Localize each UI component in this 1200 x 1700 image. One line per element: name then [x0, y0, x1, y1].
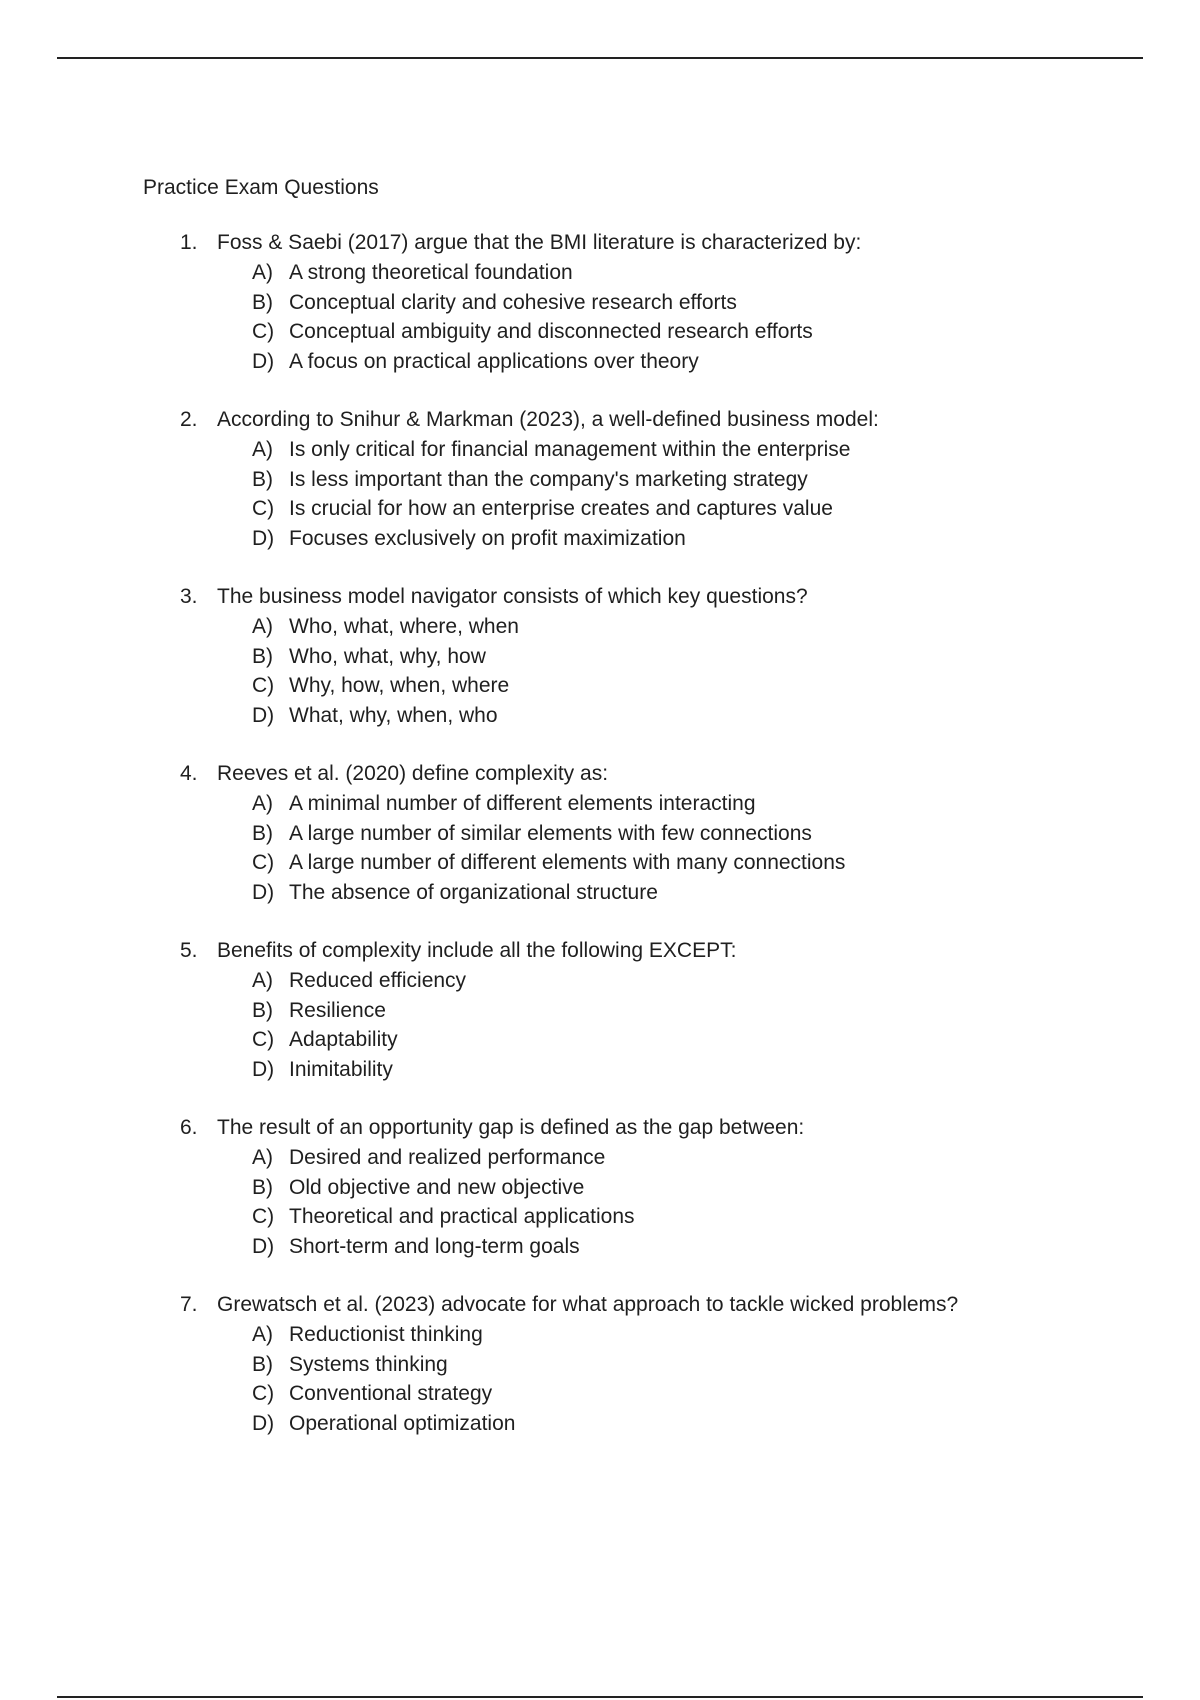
option-letter: D) — [252, 703, 275, 727]
option-letter: C) — [252, 674, 275, 697]
option-text: Reductionist thinking — [289, 1323, 483, 1346]
option-text: Short-term and long-term goals — [289, 1234, 580, 1258]
question-text: The result of an opportunity gap is defined as the gap between: — [217, 1116, 805, 1139]
option-letter: B) — [252, 644, 273, 668]
option-text: Resilience — [289, 998, 386, 1022]
question-5 — [0, 936, 1200, 1084]
option-b — [0, 1350, 1200, 1380]
option-text: Adaptability — [289, 1028, 398, 1051]
option-text: Conceptual ambiguity and disconnected research efforts — [289, 320, 813, 343]
option-d — [0, 1409, 1200, 1439]
question-1 — [0, 228, 1200, 376]
option-list — [0, 1143, 1200, 1261]
option-letter: A) — [252, 1323, 273, 1346]
option-letter: B) — [252, 290, 273, 314]
option-letter: D) — [252, 349, 275, 373]
option-letter: B) — [252, 1175, 273, 1199]
question-stem — [0, 936, 1200, 966]
option-text: Is crucial for how an enterprise creates and captures value — [289, 497, 833, 520]
option-letter: B) — [252, 821, 273, 845]
option-text: Conceptual clarity and cohesive research efforts — [289, 290, 737, 314]
option-letter: C) — [252, 851, 275, 874]
option-letter: A) — [252, 792, 273, 815]
option-text: Focuses exclusively on profit maximization — [289, 526, 686, 550]
option-text: Is less important than the company's marketing strategy — [289, 467, 808, 491]
option-letter: D) — [252, 1234, 275, 1258]
option-text: Systems thinking — [289, 1352, 448, 1376]
option-d — [0, 347, 1200, 377]
question-4 — [0, 759, 1200, 907]
option-b — [0, 996, 1200, 1026]
question-number: 1. — [180, 231, 198, 254]
option-text: A large number of different elements with many connections — [289, 851, 846, 874]
option-c — [0, 1202, 1200, 1232]
option-text: Inimitability — [289, 1057, 393, 1081]
question-number: 7. — [180, 1293, 198, 1316]
option-list — [0, 1320, 1200, 1438]
question-stem — [0, 759, 1200, 789]
option-c — [0, 1379, 1200, 1409]
option-a — [0, 612, 1200, 642]
option-text: The absence of organizational structure — [289, 880, 658, 904]
option-letter: B) — [252, 1352, 273, 1376]
question-text: The business model navigator consists of which key questions? — [217, 585, 808, 608]
question-number: 5. — [180, 939, 198, 962]
option-list — [0, 966, 1200, 1084]
option-letter: D) — [252, 1057, 275, 1081]
option-b — [0, 1173, 1200, 1203]
option-text: A strong theoretical foundation — [289, 261, 573, 284]
option-letter: C) — [252, 1205, 275, 1228]
option-letter: B) — [252, 467, 273, 491]
question-7 — [0, 1290, 1200, 1438]
question-list — [0, 228, 1200, 1467]
option-letter: D) — [252, 880, 275, 904]
question-text: Benefits of complexity include all the following EXCEPT: — [217, 939, 737, 962]
option-letter: A) — [252, 969, 273, 992]
option-c — [0, 848, 1200, 878]
question-2 — [0, 405, 1200, 553]
question-6 — [0, 1113, 1200, 1261]
option-text: Who, what, where, when — [289, 615, 519, 638]
question-number: 6. — [180, 1116, 198, 1139]
option-b — [0, 819, 1200, 849]
option-list — [0, 435, 1200, 553]
option-b — [0, 288, 1200, 318]
option-text: Conventional strategy — [289, 1382, 493, 1405]
question-stem — [0, 582, 1200, 612]
question-text: Reeves et al. (2020) define complexity as: — [217, 762, 609, 785]
option-list — [0, 612, 1200, 730]
option-letter: C) — [252, 320, 275, 343]
option-text: Desired and realized performance — [289, 1146, 606, 1169]
option-letter: C) — [252, 497, 275, 520]
option-a — [0, 1143, 1200, 1173]
question-text: Grewatsch et al. (2023) advocate for what approach to tackle wicked problems? — [217, 1293, 959, 1316]
option-a — [0, 258, 1200, 288]
option-a — [0, 435, 1200, 465]
footer-rule — [57, 1696, 1143, 1698]
question-text: According to Snihur & Markman (2023), a well-defined business model: — [217, 408, 879, 431]
question-stem — [0, 228, 1200, 258]
option-letter: C) — [252, 1028, 275, 1051]
option-b — [0, 642, 1200, 672]
option-d — [0, 1055, 1200, 1085]
document-title: Practice Exam Questions — [143, 176, 379, 199]
option-text: Reduced efficiency — [289, 969, 467, 992]
option-c — [0, 1025, 1200, 1055]
option-c — [0, 317, 1200, 347]
option-d — [0, 524, 1200, 554]
option-d — [0, 701, 1200, 731]
option-text: Operational optimization — [289, 1411, 516, 1435]
question-number: 3. — [180, 585, 198, 608]
option-c — [0, 671, 1200, 701]
option-letter: B) — [252, 998, 273, 1022]
option-text: A focus on practical applications over theory — [289, 349, 699, 373]
option-a — [0, 966, 1200, 996]
question-number: 2. — [180, 408, 198, 431]
option-text: A minimal number of different elements interacting — [289, 792, 756, 815]
option-letter: A) — [252, 261, 273, 284]
question-stem — [0, 405, 1200, 435]
option-list — [0, 789, 1200, 907]
option-letter: C) — [252, 1382, 275, 1405]
option-text: Old objective and new objective — [289, 1175, 585, 1199]
question-stem — [0, 1290, 1200, 1320]
option-text: What, why, when, who — [289, 703, 498, 727]
option-a — [0, 1320, 1200, 1350]
option-text: A large number of similar elements with few connections — [289, 821, 812, 845]
option-letter: D) — [252, 1411, 275, 1435]
option-c — [0, 494, 1200, 524]
option-d — [0, 1232, 1200, 1262]
option-text: Is only critical for financial management within the enterprise — [289, 438, 851, 461]
question-number: 4. — [180, 762, 198, 785]
option-letter: D) — [252, 526, 275, 550]
header-rule — [57, 57, 1143, 59]
question-3 — [0, 582, 1200, 730]
option-letter: A) — [252, 1146, 273, 1169]
option-a — [0, 789, 1200, 819]
option-b — [0, 465, 1200, 495]
option-list — [0, 258, 1200, 376]
question-stem — [0, 1113, 1200, 1143]
option-letter: A) — [252, 438, 273, 461]
option-text: Theoretical and practical applications — [289, 1205, 635, 1228]
option-text: Why, how, when, where — [289, 674, 510, 697]
option-text: Who, what, why, how — [289, 644, 486, 668]
option-d — [0, 878, 1200, 908]
question-text: Foss & Saebi (2017) argue that the BMI literature is characterized by: — [217, 231, 862, 254]
option-letter: A) — [252, 615, 273, 638]
